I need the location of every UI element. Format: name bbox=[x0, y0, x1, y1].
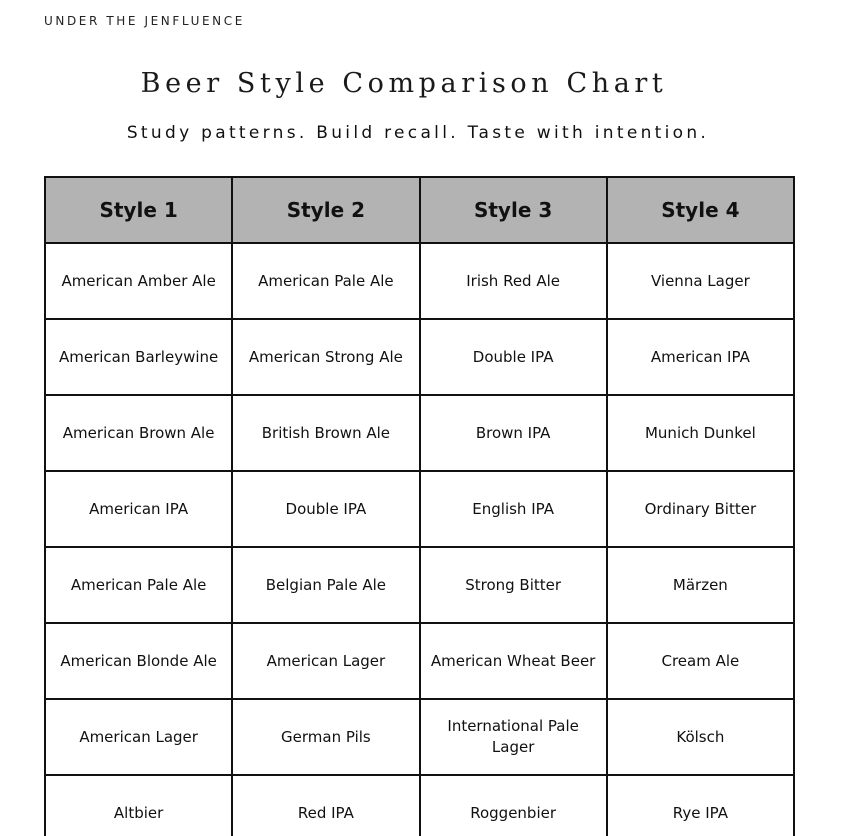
table-cell: American Barleywine bbox=[45, 319, 232, 395]
table-cell: American Strong Ale bbox=[232, 319, 419, 395]
style-comparison-table bbox=[44, 176, 795, 836]
table-cell: Munich Dunkel bbox=[607, 395, 794, 471]
table-row bbox=[45, 623, 794, 699]
table-cell: American IPA bbox=[607, 319, 794, 395]
table-cell: Rye IPA bbox=[607, 775, 794, 836]
table-cell: Vienna Lager bbox=[607, 243, 794, 319]
table-header-row bbox=[45, 177, 794, 243]
column-header: Style 3 bbox=[420, 177, 607, 243]
table-cell: British Brown Ale bbox=[232, 395, 419, 471]
column-header: Style 2 bbox=[232, 177, 419, 243]
table-row bbox=[45, 243, 794, 319]
table-cell: International Pale Lager bbox=[420, 699, 607, 775]
table-cell: Double IPA bbox=[420, 319, 607, 395]
site-brand[interactable]: UNDER THE JENFLUENCE bbox=[44, 14, 245, 28]
table-cell: American Brown Ale bbox=[45, 395, 232, 471]
table-row bbox=[45, 319, 794, 395]
table-row bbox=[45, 775, 794, 836]
table-row bbox=[45, 547, 794, 623]
table-cell: Strong Bitter bbox=[420, 547, 607, 623]
table-cell: American Amber Ale bbox=[45, 243, 232, 319]
table-cell: American Lager bbox=[45, 699, 232, 775]
table-cell: American Lager bbox=[232, 623, 419, 699]
table-cell: Brown IPA bbox=[420, 395, 607, 471]
table-cell: Altbier bbox=[45, 775, 232, 836]
column-header: Style 4 bbox=[607, 177, 794, 243]
table-row bbox=[45, 471, 794, 547]
table-cell: Kölsch bbox=[607, 699, 794, 775]
column-header: Style 1 bbox=[45, 177, 232, 243]
table-cell: American Pale Ale bbox=[45, 547, 232, 623]
page-title: Beer Style Comparison Chart bbox=[140, 68, 668, 99]
table-cell: Märzen bbox=[607, 547, 794, 623]
table-cell: Double IPA bbox=[232, 471, 419, 547]
table-cell: Cream Ale bbox=[607, 623, 794, 699]
table-cell: Belgian Pale Ale bbox=[232, 547, 419, 623]
table-row bbox=[45, 395, 794, 471]
table-cell: American Wheat Beer bbox=[420, 623, 607, 699]
table-cell: English IPA bbox=[420, 471, 607, 547]
table-cell: Roggenbier bbox=[420, 775, 607, 836]
table-cell: German Pils bbox=[232, 699, 419, 775]
table-cell: American Pale Ale bbox=[232, 243, 419, 319]
table-row bbox=[45, 699, 794, 775]
table-cell: Red IPA bbox=[232, 775, 419, 836]
table-cell: Ordinary Bitter bbox=[607, 471, 794, 547]
table-cell: American IPA bbox=[45, 471, 232, 547]
table-cell: Irish Red Ale bbox=[420, 243, 607, 319]
table-cell: American Blonde Ale bbox=[45, 623, 232, 699]
page-subtitle: Study patterns. Build recall. Taste with intention. bbox=[126, 123, 710, 143]
